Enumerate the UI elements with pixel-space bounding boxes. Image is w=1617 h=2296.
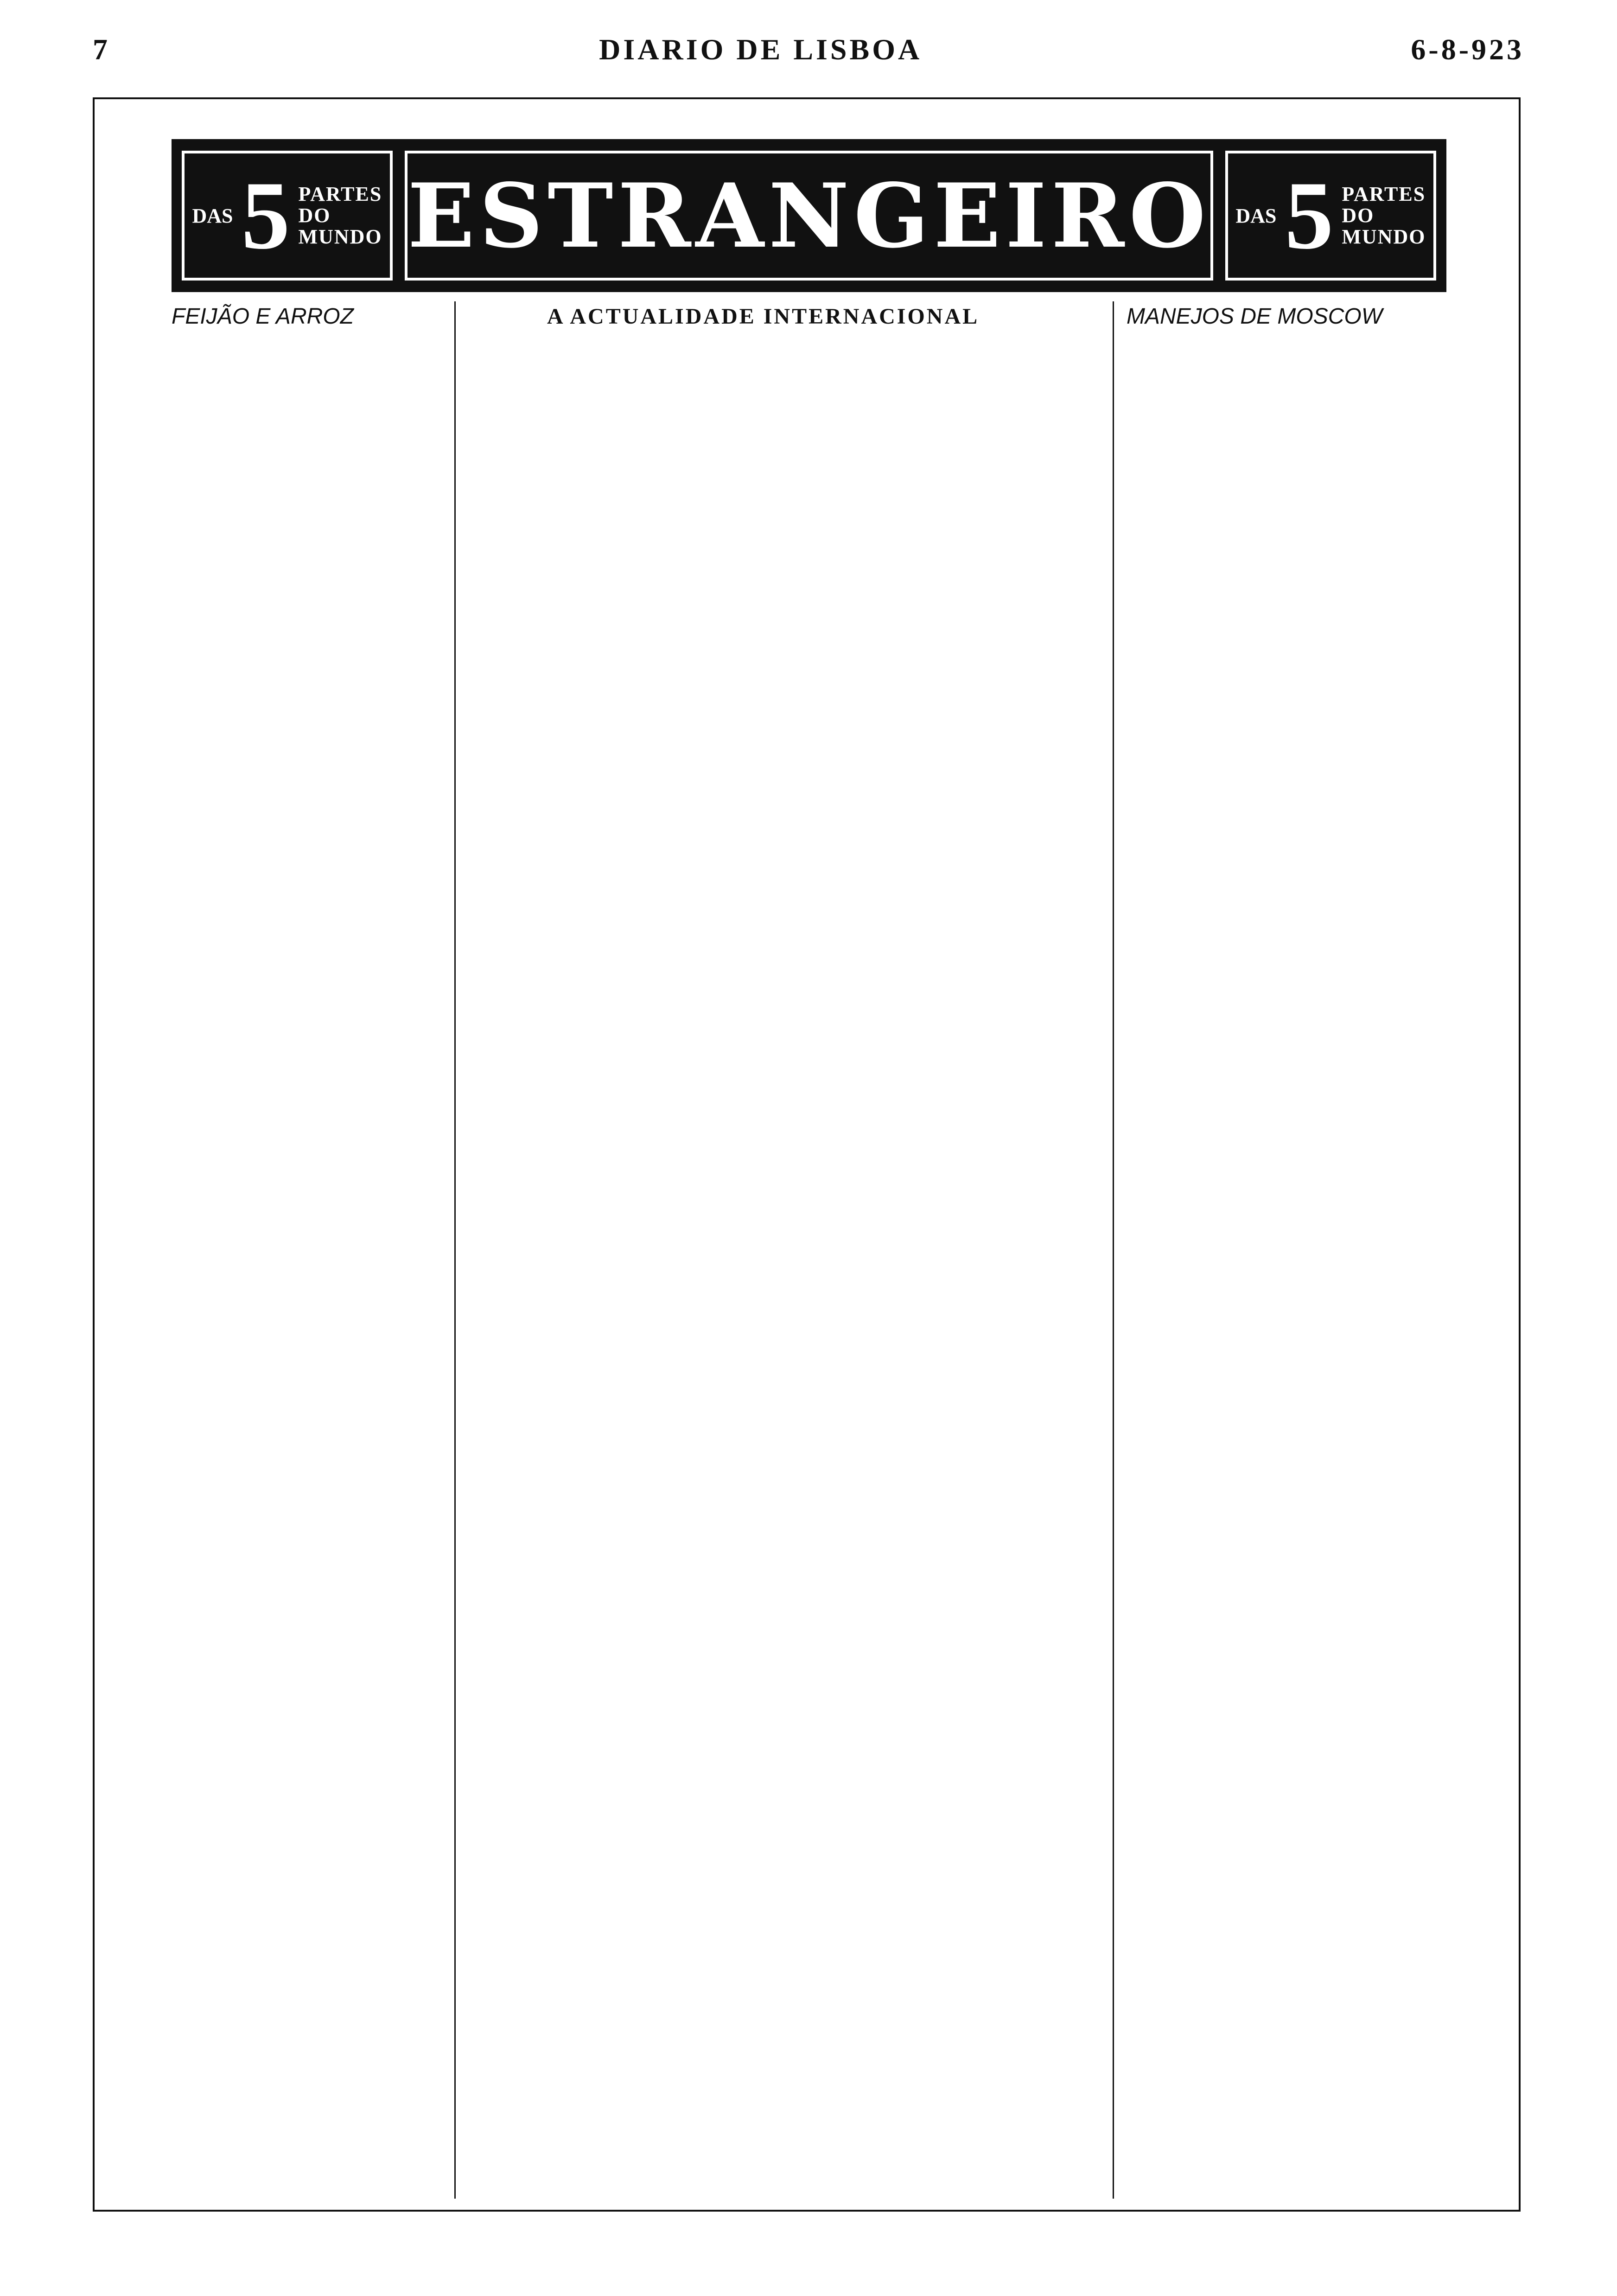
left-section-kicker: FEIJÃO E ARROZ xyxy=(172,304,354,329)
banner-right-box: DAS 5 PARTES DO MUNDO xyxy=(1225,151,1436,281)
column-rule-right xyxy=(1113,301,1114,2199)
banner-left-box: DAS 5 PARTES DO MUNDO xyxy=(182,151,393,281)
right-section-kicker: MANEJOS DE MOSCOW xyxy=(1127,304,1383,329)
left-column xyxy=(111,338,445,2199)
page-number: 7 xyxy=(93,33,110,66)
column-rule-left xyxy=(454,301,456,2199)
page-header xyxy=(93,32,1524,67)
right-column xyxy=(1122,338,1502,2199)
section-banner xyxy=(172,139,1446,292)
section-title: ESTRANGEIRO xyxy=(405,151,1213,281)
center-section-kicker: A ACTUALIDADE INTERNACIONAL xyxy=(547,304,980,329)
center-column xyxy=(464,338,1103,2199)
newspaper-name: DIARIO DE LISBOA xyxy=(599,33,923,66)
issue-date: 6-8-923 xyxy=(1411,33,1524,66)
